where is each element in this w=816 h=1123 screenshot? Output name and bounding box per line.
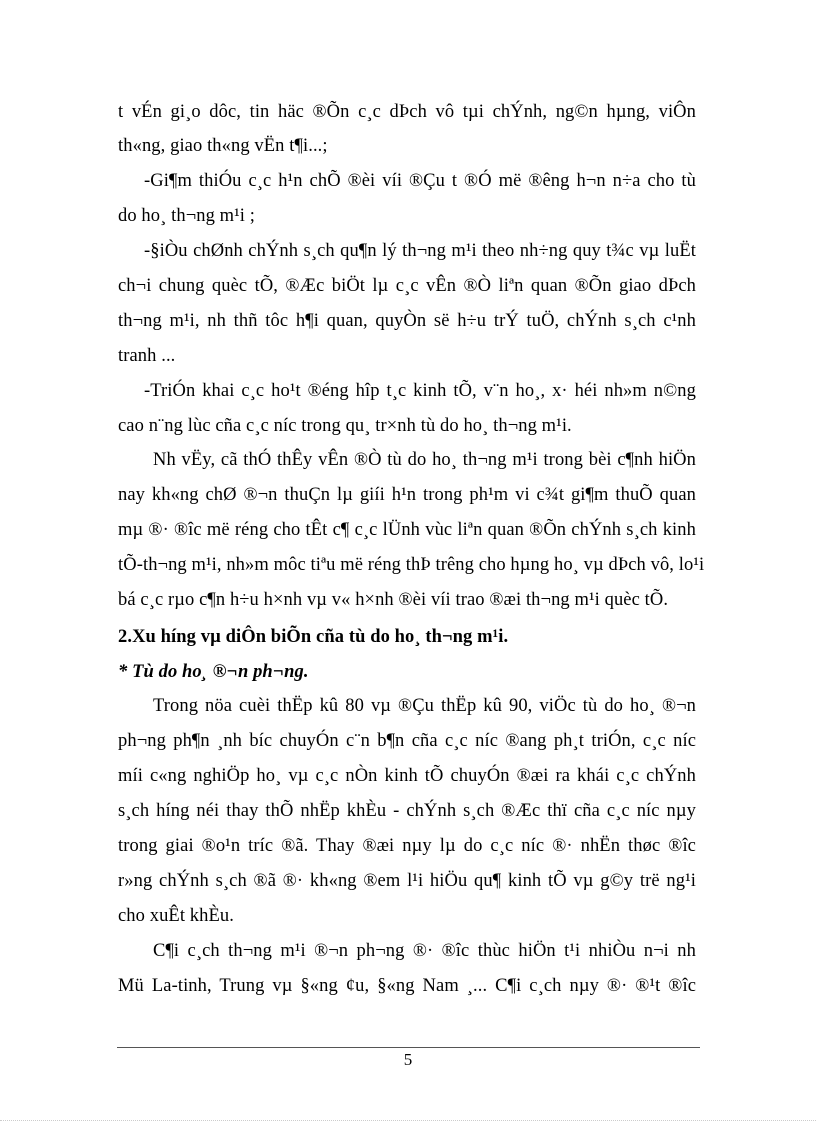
body-line: th¬ng m¹i, nh thñ tôc h¶i quan, quyÒn së h÷u trÝ tuÖ, chÝnh s¸ch c¹nh bbox=[118, 311, 696, 331]
body-line: míi c«ng nghiÖp ho¸ vµ c¸c nÒn kinh tÕ chuyÓn ®æi ra khái c¸c chÝnh bbox=[118, 766, 696, 786]
subsection-heading: * Tù do ho¸ ®¬n ph¬ng. bbox=[118, 662, 309, 682]
page-number: 5 bbox=[403, 1050, 413, 1069]
body-line: -§iÒu chØnh chÝnh s¸ch qu¶n lý th¬ng m¹i theo nh÷ng quy t¾c vµ luËt bbox=[144, 241, 696, 261]
body-line: r»ng chÝnh s¸ch ®ã ®· kh«ng ®em l¹i hiÖu qu¶ kinh tÕ vµ g©y trë ng¹i bbox=[118, 871, 696, 891]
body-line: ph¬ng ph¶n ¸nh bíc chuyÓn c¨n b¶n cña c¸c níc ®ang ph¸t triÓn, c¸c níc bbox=[118, 731, 696, 751]
body-line: mµ ®· ®îc më réng cho tÊt c¶ c¸c lÜnh vùc liªn quan ®Õn chÝnh s¸ch kinh bbox=[118, 520, 696, 540]
body-line: Nh vËy, cã thÓ thÊy vÊn ®Ò tù do ho¸ th¬ng m¹i trong bèi c¶nh hiÖn bbox=[153, 450, 696, 470]
body-line: t vÉn gi¸o dôc, tin häc ®Õn c¸c dÞch vô tµi chÝnh, ng©n hµng, viÔn bbox=[118, 102, 696, 122]
body-line: do ho¸ th¬ng m¹i ; bbox=[118, 206, 255, 226]
body-line: tÕ-th¬ng m¹i, nh»m môc tiªu më réng thÞ trêng cho hµng ho¸ vµ dÞch vô, lo¹i bbox=[118, 555, 705, 575]
body-line: nay kh«ng chØ ®¬n thuÇn lµ giíi h¹n trong ph¹m vi c¾t gi¶m thuÕ quan bbox=[118, 485, 696, 505]
body-line: -TriÓn khai c¸c ho¹t ®éng hîp t¸c kinh tÕ, v¨n ho¸, x· héi nh»m n©ng bbox=[144, 381, 696, 401]
body-line: bá c¸c rµo c¶n h÷u h×nh vµ v« h×nh ®èi víi trao ®æi th¬ng m¹i quèc tÕ. bbox=[118, 590, 669, 610]
body-line: tranh ... bbox=[118, 346, 176, 366]
body-line: cho xuÊt khÈu. bbox=[118, 906, 234, 926]
body-line: Trong nöa cuèi thËp kû 80 vµ ®Çu thËp kû 90, viÖc tù do ho¸ ®¬n bbox=[153, 696, 696, 716]
section-heading: 2.Xu híng vµ diÔn biÕn cña tù do ho¸ th¬ng m¹i. bbox=[118, 627, 509, 647]
body-line: trong giai ®o¹n tríc ®ã. Thay ®æi nµy lµ do c¸c níc ®· nhËn thøc ®îc bbox=[118, 836, 696, 856]
body-line: Mü La-tinh, Trung vµ §«ng ¢u, §«ng Nam ¸... C¶i c¸ch nµy ®· ®¹t ®îc bbox=[118, 976, 696, 996]
body-line: ch¬i chung quèc tÕ, ®Æc biÖt lµ c¸c vÊn ®Ò liªn quan ®Õn giao dÞch bbox=[118, 276, 696, 296]
body-line: -Gi¶m thiÓu c¸c h¹n chÕ ®èi víi ®Çu t ®Ó më ®êng h¬n n÷a cho tù bbox=[144, 171, 696, 191]
body-line: C¶i c¸ch th¬ng m¹i ®¬n ph¬ng ®· ®îc thùc hiÖn t¹i nhiÒu n¬i nh bbox=[153, 941, 696, 961]
body-line: cao n¨ng lùc cña c¸c níc trong qu¸ tr×nh tù do ho¸ th¬ng m¹i. bbox=[118, 416, 572, 436]
body-line: th«ng, giao th«ng vËn t¶i...; bbox=[118, 136, 328, 156]
body-line: s¸ch híng néi thay thÕ nhËp khÈu - chÝnh s¸ch ®Æc thï cña c¸c níc nµy bbox=[118, 801, 696, 821]
footer-rule bbox=[117, 1047, 700, 1048]
page-bottom-dotted-edge bbox=[0, 1120, 816, 1121]
